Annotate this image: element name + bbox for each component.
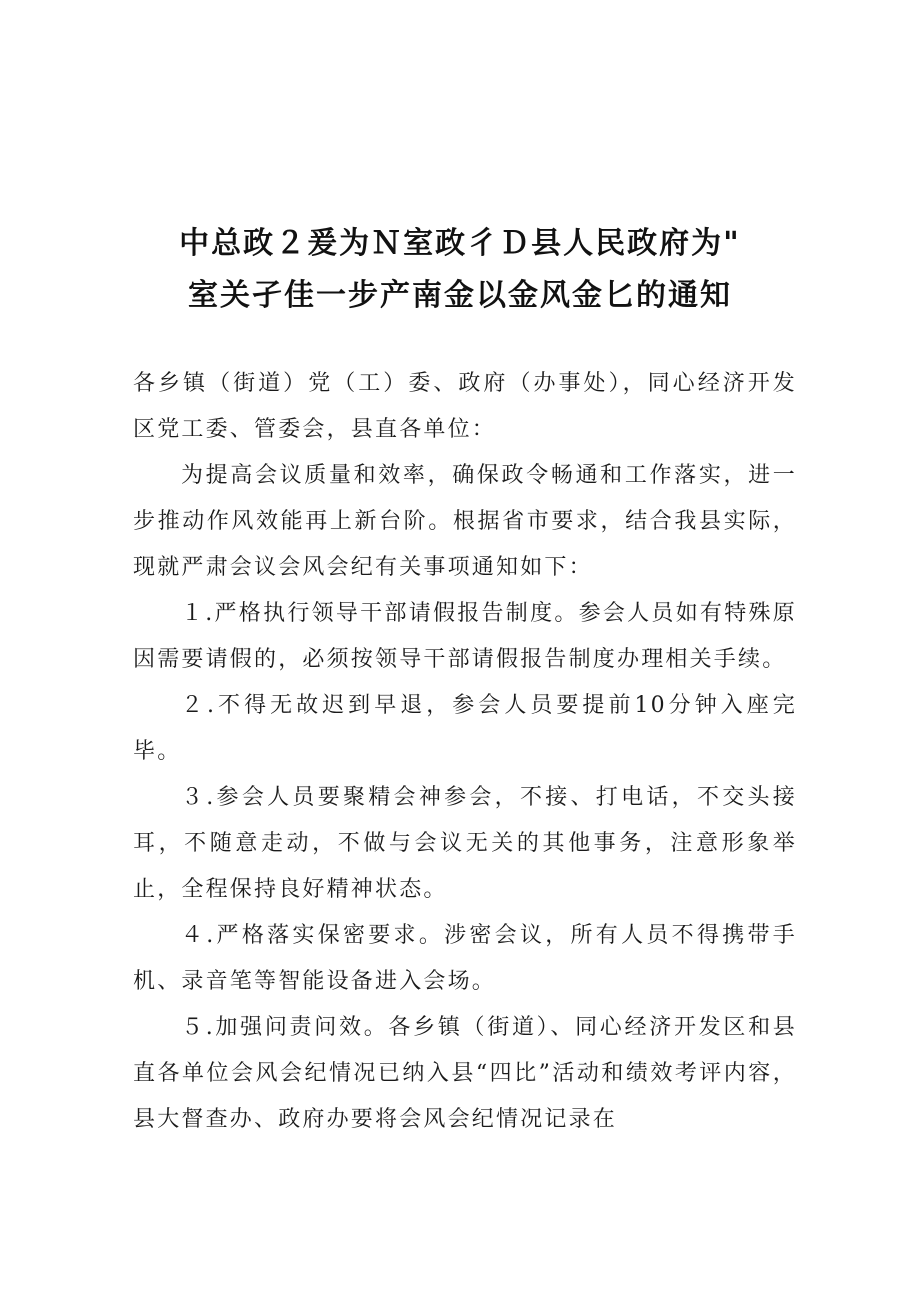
item-3-paragraph: ３.参会人员要聚精会神参会，不接、打电话，不交头接耳，不随意走动，不做与会议无关的其他事务，注意形象举止，全程保持良好精神状态。 xyxy=(133,785,797,902)
intro-paragraph: 为提高会议质量和效率，确保政令畅通和工作落实，进一步推动作风效能再上新台阶。根据省市要求，结合我县实际，现就严肃会议会风会纪有关事项通知如下： xyxy=(133,463,797,580)
document-title-line-1: 中总政２爰为Ｎ室政彳Ｄ县人民政府为" xyxy=(179,226,741,261)
item-5-paragraph: ５.加强问责问效。各乡镇（街道）、同心经济开发区和县直各单位会风会纪情况已纳入县“四比”活动和绩效考评内容，县大督查办、政府办要将会风会纪情况记录在 xyxy=(133,1015,797,1132)
document-body xyxy=(133,361,797,1143)
item-1-paragraph: １.严格执行领导干部请假报告制度。参会人员如有特殊原因需要请假的，必须按领导干部请假报告制度办理相关手续。 xyxy=(133,601,797,672)
item-2-paragraph: ２.不得无故迟到早退，参会人员要提前10分钟入座完毕。 xyxy=(133,693,797,764)
salutation: 各乡镇（街道）党（工）委、政府（办事处），同心经济开发区党工委、管委会，县直各单位： xyxy=(133,371,797,442)
document-title-line-2: 室关孑佳一步产南金以金风金匕的通知 xyxy=(188,278,732,313)
item-4-paragraph: ４.严格落实保密要求。涉密会议，所有人员不得携带手机、录音笔等智能设备进入会场。 xyxy=(133,923,797,994)
